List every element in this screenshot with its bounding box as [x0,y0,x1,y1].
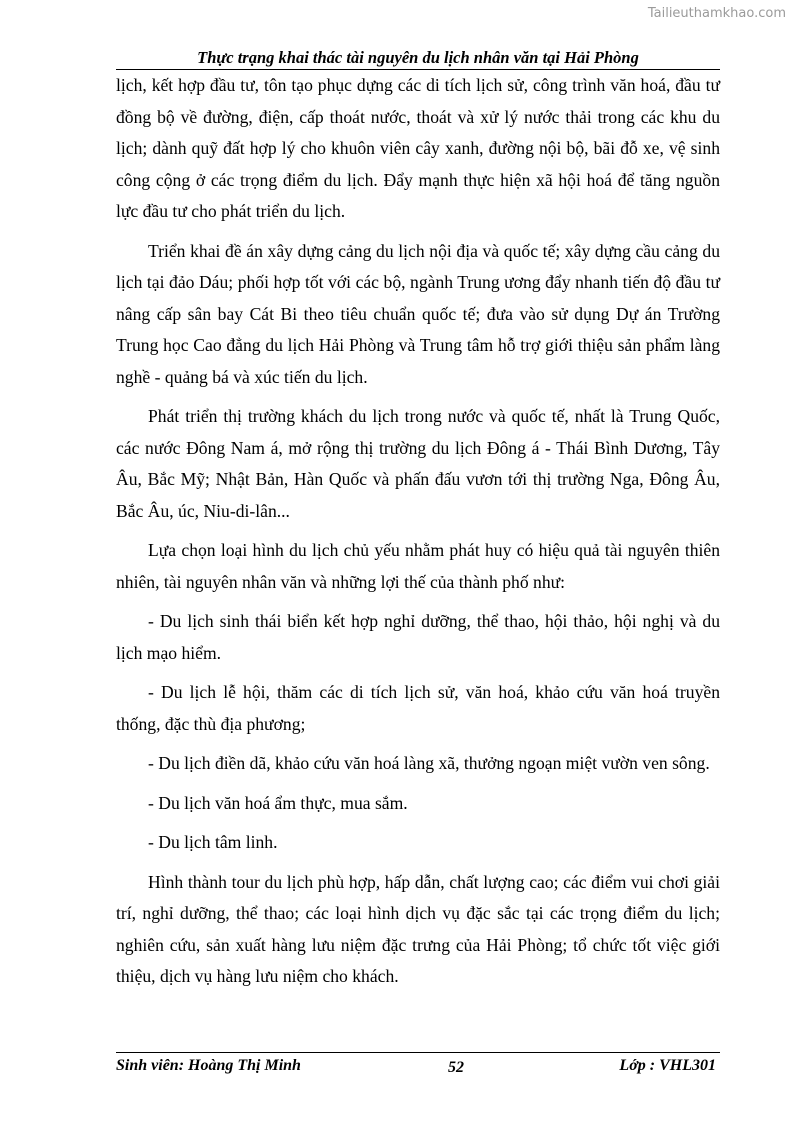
footer-class: Lớp : VHL301 [619,1057,716,1074]
paragraph-continuation: lịch, kết hợp đầu tư, tôn tạo phục dựng các di tích lịch sử, công trình văn hoá, đầu tư đồng bộ về đường, điện, cấp thoát nước, thoát và xử lý nước thải trong các khu du lịch; dành quỹ đất hợp lý cho khuôn viên cây xanh, đường nội bộ, bãi đỗ xe, vệ sinh công cộng ở các trọng điểm du lịch. Đẩy mạnh thực hiện xã hội hoá để tăng nguồn lực đầu tư cho phát triển du lịch. [116,75,720,221]
page-header: Thực trạng khai thác tài nguyên du lịch nhân văn tại Hải Phòng [197,48,639,67]
paragraph: Triển khai đề án xây dựng cảng du lịch nội địa và quốc tế; xây dựng cầu cảng du lịch tại đảo Dáu; phối hợp tốt với các bộ, ngành Trung ương đẩy nhanh tiến độ đầu tư nâng cấp sân bay Cát Bi theo tiêu chuẩn quốc tế; đưa vào sử dụng Dự án Trường Trung học Cao đẳng du lịch Hải Phòng và Trung tâm hỗ trợ giới thiệu sản phẩm làng nghề - quảng bá và xúc tiến du lịch. [116,240,720,387]
list-item: - Du lịch điền dã, khảo cứu văn hoá làng xã, thưởng ngoạn miệt vườn ven sông. [148,753,710,773]
paragraph: Lựa chọn loại hình du lịch chủ yếu nhằm phát huy có hiệu quả tài nguyên thiên nhiên, tài nguyên nhân văn và những lợi thế của thành phố như: [116,540,720,592]
paragraph: Phát triển thị trường khách du lịch trong nước và quốc tế, nhất là Trung Quốc, các nước Đông Nam á, mở rộng thị trường du lịch Đông á - Thái Bình Dương, Tây Âu, Bắc Mỹ; Nhật Bản, Hàn Quốc và phấn đấu vươn tới thị trường Nga, Đông Âu, Bắc Âu, úc, Niu-di-lân... [116,406,720,521]
list-item: - Du lịch sinh thái biển kết hợp nghỉ dưỡng, thể thao, hội thảo, hội nghị và du lịch mạo hiểm. [116,611,720,663]
footer-student: Sinh viên: Hoàng Thị Minh [116,1057,301,1074]
page-footer [116,1057,720,1081]
footer-divider [116,1052,720,1053]
paragraph: Hình thành tour du lịch phù hợp, hấp dẫn, chất lượng cao; các điểm vui chơi giải trí, nghỉ dưỡng, thể thao; các loại hình dịch vụ đặc sắc tại các trọng điểm du lịch; nghiên cứu, sản xuất hàng lưu niệm đặc trưng của Hải Phòng; tổ chức tốt việc giới thiệu, dịch vụ hàng lưu niệm cho khách. [116,871,720,986]
list-item: - Du lịch tâm linh. [148,832,278,852]
list-item: - Du lịch văn hoá ẩm thực, mua sắm. [148,792,408,813]
watermark: Tailieuthamkhao.com [647,6,786,21]
list-item: - Du lịch lễ hội, thăm các di tích lịch sử, văn hoá, khảo cứu văn hoá truyền thống, đặc thù địa phương; [116,682,720,734]
page-number: 52 [448,1059,464,1076]
document-body [116,70,720,1001]
